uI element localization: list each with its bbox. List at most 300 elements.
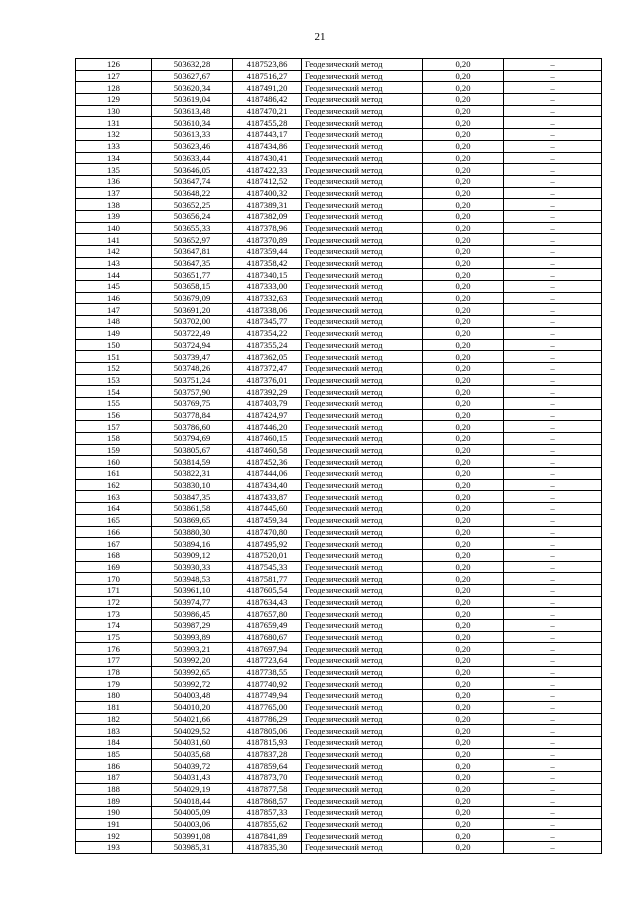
accuracy-cell: 0,20 — [423, 316, 504, 328]
accuracy-cell: 0,20 — [423, 257, 504, 269]
accuracy-cell: 0,20 — [423, 573, 504, 585]
note-cell: – — [504, 397, 602, 409]
y-coordinate-cell: 4187433,87 — [233, 491, 302, 503]
x-coordinate-cell: 504003,48 — [152, 690, 233, 702]
point-number-cell: 183 — [76, 725, 152, 737]
method-cell: Геодезический метод — [302, 187, 423, 199]
accuracy-cell: 0,20 — [423, 608, 504, 620]
x-coordinate-cell: 504039,72 — [152, 760, 233, 772]
table-row — [76, 479, 602, 491]
point-number-cell: 173 — [76, 608, 152, 620]
note-cell: – — [504, 222, 602, 234]
method-cell: Геодезический метод — [302, 409, 423, 421]
y-coordinate-cell: 4187723,64 — [233, 655, 302, 667]
accuracy-cell: 0,20 — [423, 514, 504, 526]
accuracy-cell: 0,20 — [423, 199, 504, 211]
note-cell: – — [504, 304, 602, 316]
y-coordinate-cell: 4187355,24 — [233, 339, 302, 351]
y-coordinate-cell: 4187430,41 — [233, 152, 302, 164]
accuracy-cell: 0,20 — [423, 503, 504, 515]
method-cell: Геодезический метод — [302, 795, 423, 807]
note-cell: – — [504, 491, 602, 503]
y-coordinate-cell: 4187516,27 — [233, 70, 302, 82]
point-number-cell: 146 — [76, 292, 152, 304]
accuracy-cell: 0,20 — [423, 94, 504, 106]
table-row — [76, 690, 602, 702]
accuracy-cell: 0,20 — [423, 690, 504, 702]
x-coordinate-cell: 503948,53 — [152, 573, 233, 585]
point-number-cell: 150 — [76, 339, 152, 351]
note-cell: – — [504, 596, 602, 608]
accuracy-cell: 0,20 — [423, 655, 504, 667]
table-row — [76, 409, 602, 421]
accuracy-cell: 0,20 — [423, 713, 504, 725]
y-coordinate-cell: 4187444,06 — [233, 468, 302, 480]
point-number-cell: 148 — [76, 316, 152, 328]
y-coordinate-cell: 4187740,92 — [233, 678, 302, 690]
note-cell: – — [504, 620, 602, 632]
point-number-cell: 190 — [76, 807, 152, 819]
method-cell: Геодезический метод — [302, 538, 423, 550]
method-cell: Геодезический метод — [302, 818, 423, 830]
x-coordinate-cell: 503847,35 — [152, 491, 233, 503]
point-number-cell: 160 — [76, 456, 152, 468]
table-row — [76, 327, 602, 339]
table-row — [76, 59, 602, 71]
x-coordinate-cell: 503648,22 — [152, 187, 233, 199]
y-coordinate-cell: 4187873,70 — [233, 771, 302, 783]
method-cell: Геодезический метод — [302, 140, 423, 152]
note-cell: – — [504, 818, 602, 830]
y-coordinate-cell: 4187389,31 — [233, 199, 302, 211]
point-number-cell: 141 — [76, 234, 152, 246]
x-coordinate-cell: 503985,31 — [152, 842, 233, 854]
table-row — [76, 666, 602, 678]
table-row — [76, 468, 602, 480]
accuracy-cell: 0,20 — [423, 771, 504, 783]
method-cell: Геодезический метод — [302, 748, 423, 760]
point-number-cell: 180 — [76, 690, 152, 702]
note-cell: – — [504, 152, 602, 164]
note-cell: – — [504, 631, 602, 643]
table-row — [76, 246, 602, 258]
method-cell: Геодезический метод — [302, 573, 423, 585]
point-number-cell: 132 — [76, 129, 152, 141]
x-coordinate-cell: 503655,33 — [152, 222, 233, 234]
method-cell: Геодезический метод — [302, 129, 423, 141]
x-coordinate-cell: 503702,00 — [152, 316, 233, 328]
point-number-cell: 161 — [76, 468, 152, 480]
point-number-cell: 165 — [76, 514, 152, 526]
accuracy-cell: 0,20 — [423, 374, 504, 386]
table-row — [76, 199, 602, 211]
x-coordinate-cell: 503880,30 — [152, 526, 233, 538]
table-row — [76, 269, 602, 281]
note-cell: – — [504, 257, 602, 269]
point-number-cell: 129 — [76, 94, 152, 106]
coordinates-table — [75, 58, 602, 854]
x-coordinate-cell: 503861,58 — [152, 503, 233, 515]
point-number-cell: 178 — [76, 666, 152, 678]
note-cell: – — [504, 771, 602, 783]
x-coordinate-cell: 504010,20 — [152, 701, 233, 713]
accuracy-cell: 0,20 — [423, 468, 504, 480]
note-cell: – — [504, 643, 602, 655]
method-cell: Геодезический метод — [302, 690, 423, 702]
method-cell: Геодезический метод — [302, 281, 423, 293]
x-coordinate-cell: 503658,15 — [152, 281, 233, 293]
point-number-cell: 128 — [76, 82, 152, 94]
x-coordinate-cell: 503769,75 — [152, 397, 233, 409]
x-coordinate-cell: 503679,09 — [152, 292, 233, 304]
note-cell: – — [504, 479, 602, 491]
note-cell: – — [504, 409, 602, 421]
y-coordinate-cell: 4187877,58 — [233, 783, 302, 795]
x-coordinate-cell: 503987,29 — [152, 620, 233, 632]
table-row — [76, 316, 602, 328]
x-coordinate-cell: 503613,33 — [152, 129, 233, 141]
note-cell: – — [504, 456, 602, 468]
x-coordinate-cell: 503805,67 — [152, 444, 233, 456]
x-coordinate-cell: 503619,04 — [152, 94, 233, 106]
point-number-cell: 138 — [76, 199, 152, 211]
note-cell: – — [504, 327, 602, 339]
method-cell: Геодезический метод — [302, 736, 423, 748]
method-cell: Геодезический метод — [302, 842, 423, 854]
point-number-cell: 177 — [76, 655, 152, 667]
point-number-cell: 182 — [76, 713, 152, 725]
accuracy-cell: 0,20 — [423, 152, 504, 164]
table-row — [76, 526, 602, 538]
note-cell: – — [504, 725, 602, 737]
point-number-cell: 179 — [76, 678, 152, 690]
y-coordinate-cell: 4187382,09 — [233, 210, 302, 222]
y-coordinate-cell: 4187815,93 — [233, 736, 302, 748]
x-coordinate-cell: 504003,06 — [152, 818, 233, 830]
table-row — [76, 210, 602, 222]
point-number-cell: 189 — [76, 795, 152, 807]
note-cell: – — [504, 199, 602, 211]
table-row — [76, 830, 602, 842]
method-cell: Геодезический метод — [302, 362, 423, 374]
method-cell: Геодезический метод — [302, 257, 423, 269]
x-coordinate-cell: 503830,10 — [152, 479, 233, 491]
x-coordinate-cell: 504031,43 — [152, 771, 233, 783]
accuracy-cell: 0,20 — [423, 433, 504, 445]
note-cell: – — [504, 246, 602, 258]
point-number-cell: 140 — [76, 222, 152, 234]
point-number-cell: 188 — [76, 783, 152, 795]
x-coordinate-cell: 503652,25 — [152, 199, 233, 211]
y-coordinate-cell: 4187455,28 — [233, 117, 302, 129]
x-coordinate-cell: 503627,67 — [152, 70, 233, 82]
accuracy-cell: 0,20 — [423, 175, 504, 187]
point-number-cell: 176 — [76, 643, 152, 655]
x-coordinate-cell: 503993,21 — [152, 643, 233, 655]
table-row — [76, 187, 602, 199]
method-cell: Геодезический метод — [302, 222, 423, 234]
note-cell: – — [504, 842, 602, 854]
table-row — [76, 596, 602, 608]
table-row — [76, 678, 602, 690]
y-coordinate-cell: 4187332,63 — [233, 292, 302, 304]
table-row — [76, 164, 602, 176]
point-number-cell: 174 — [76, 620, 152, 632]
note-cell: – — [504, 526, 602, 538]
note-cell: – — [504, 807, 602, 819]
y-coordinate-cell: 4187372,47 — [233, 362, 302, 374]
note-cell: – — [504, 830, 602, 842]
note-cell: – — [504, 468, 602, 480]
x-coordinate-cell: 503632,28 — [152, 59, 233, 71]
x-coordinate-cell: 503822,31 — [152, 468, 233, 480]
y-coordinate-cell: 4187868,57 — [233, 795, 302, 807]
table-row — [76, 561, 602, 573]
x-coordinate-cell: 504005,09 — [152, 807, 233, 819]
y-coordinate-cell: 4187459,34 — [233, 514, 302, 526]
method-cell: Геодезический метод — [302, 246, 423, 258]
x-coordinate-cell: 503610,34 — [152, 117, 233, 129]
method-cell: Геодезический метод — [302, 351, 423, 363]
table-row — [76, 281, 602, 293]
y-coordinate-cell: 4187765,00 — [233, 701, 302, 713]
y-coordinate-cell: 4187634,43 — [233, 596, 302, 608]
point-number-cell: 156 — [76, 409, 152, 421]
method-cell: Геодезический метод — [302, 631, 423, 643]
note-cell: – — [504, 117, 602, 129]
note-cell: – — [504, 164, 602, 176]
accuracy-cell: 0,20 — [423, 70, 504, 82]
point-number-cell: 159 — [76, 444, 152, 456]
table-row — [76, 783, 602, 795]
table-row — [76, 386, 602, 398]
table-row — [76, 304, 602, 316]
table-row — [76, 257, 602, 269]
y-coordinate-cell: 4187470,21 — [233, 105, 302, 117]
x-coordinate-cell: 503620,34 — [152, 82, 233, 94]
table-row — [76, 117, 602, 129]
y-coordinate-cell: 4187452,36 — [233, 456, 302, 468]
accuracy-cell: 0,20 — [423, 538, 504, 550]
y-coordinate-cell: 4187581,77 — [233, 573, 302, 585]
accuracy-cell: 0,20 — [423, 596, 504, 608]
method-cell: Геодезический метод — [302, 444, 423, 456]
point-number-cell: 152 — [76, 362, 152, 374]
method-cell: Геодезический метод — [302, 94, 423, 106]
table-row — [76, 82, 602, 94]
table-row — [76, 584, 602, 596]
y-coordinate-cell: 4187697,94 — [233, 643, 302, 655]
y-coordinate-cell: 4187434,40 — [233, 479, 302, 491]
y-coordinate-cell: 4187470,80 — [233, 526, 302, 538]
accuracy-cell: 0,20 — [423, 409, 504, 421]
note-cell: – — [504, 795, 602, 807]
page-number: 21 — [314, 31, 326, 43]
x-coordinate-cell: 503786,60 — [152, 421, 233, 433]
accuracy-cell: 0,20 — [423, 620, 504, 632]
y-coordinate-cell: 4187486,42 — [233, 94, 302, 106]
table-row — [76, 129, 602, 141]
x-coordinate-cell: 503869,65 — [152, 514, 233, 526]
point-number-cell: 131 — [76, 117, 152, 129]
accuracy-cell: 0,20 — [423, 269, 504, 281]
note-cell: – — [504, 503, 602, 515]
method-cell: Геодезический метод — [302, 175, 423, 187]
point-number-cell: 192 — [76, 830, 152, 842]
point-number-cell: 143 — [76, 257, 152, 269]
x-coordinate-cell: 503623,46 — [152, 140, 233, 152]
table-row — [76, 643, 602, 655]
point-number-cell: 158 — [76, 433, 152, 445]
x-coordinate-cell: 503691,20 — [152, 304, 233, 316]
table-row — [76, 351, 602, 363]
method-cell: Геодезический метод — [302, 421, 423, 433]
accuracy-cell: 0,20 — [423, 807, 504, 819]
point-number-cell: 168 — [76, 549, 152, 561]
y-coordinate-cell: 4187835,30 — [233, 842, 302, 854]
method-cell: Геодезический метод — [302, 234, 423, 246]
method-cell: Геодезический метод — [302, 514, 423, 526]
note-cell: – — [504, 351, 602, 363]
note-cell: – — [504, 561, 602, 573]
accuracy-cell: 0,20 — [423, 397, 504, 409]
point-number-cell: 130 — [76, 105, 152, 117]
point-number-cell: 169 — [76, 561, 152, 573]
point-number-cell: 162 — [76, 479, 152, 491]
accuracy-cell: 0,20 — [423, 725, 504, 737]
note-cell: – — [504, 690, 602, 702]
note-cell: – — [504, 655, 602, 667]
point-number-cell: 126 — [76, 59, 152, 71]
y-coordinate-cell: 4187362,05 — [233, 351, 302, 363]
method-cell: Геодезический метод — [302, 433, 423, 445]
accuracy-cell: 0,20 — [423, 631, 504, 643]
x-coordinate-cell: 503751,24 — [152, 374, 233, 386]
y-coordinate-cell: 4187495,92 — [233, 538, 302, 550]
y-coordinate-cell: 4187378,96 — [233, 222, 302, 234]
accuracy-cell: 0,20 — [423, 421, 504, 433]
y-coordinate-cell: 4187446,20 — [233, 421, 302, 433]
method-cell: Геодезический метод — [302, 549, 423, 561]
x-coordinate-cell: 504029,52 — [152, 725, 233, 737]
table-row — [76, 503, 602, 515]
table-row — [76, 140, 602, 152]
accuracy-cell: 0,20 — [423, 129, 504, 141]
method-cell: Геодезический метод — [302, 117, 423, 129]
accuracy-cell: 0,20 — [423, 234, 504, 246]
table-row — [76, 736, 602, 748]
table-row — [76, 456, 602, 468]
note-cell: – — [504, 433, 602, 445]
method-cell: Геодезический метод — [302, 643, 423, 655]
note-cell: – — [504, 82, 602, 94]
y-coordinate-cell: 4187400,32 — [233, 187, 302, 199]
y-coordinate-cell: 4187659,49 — [233, 620, 302, 632]
y-coordinate-cell: 4187370,89 — [233, 234, 302, 246]
method-cell: Геодезический метод — [302, 760, 423, 772]
accuracy-cell: 0,20 — [423, 362, 504, 374]
x-coordinate-cell: 503757,90 — [152, 386, 233, 398]
table-row — [76, 292, 602, 304]
note-cell: – — [504, 129, 602, 141]
x-coordinate-cell: 503647,74 — [152, 175, 233, 187]
y-coordinate-cell: 4187605,54 — [233, 584, 302, 596]
method-cell: Геодезический метод — [302, 397, 423, 409]
x-coordinate-cell: 503739,47 — [152, 351, 233, 363]
note-cell: – — [504, 105, 602, 117]
note-cell: – — [504, 292, 602, 304]
accuracy-cell: 0,20 — [423, 292, 504, 304]
note-cell: – — [504, 549, 602, 561]
y-coordinate-cell: 4187422,33 — [233, 164, 302, 176]
point-number-cell: 185 — [76, 748, 152, 760]
note-cell: – — [504, 281, 602, 293]
table-row — [76, 842, 602, 854]
table-row — [76, 175, 602, 187]
y-coordinate-cell: 4187376,01 — [233, 374, 302, 386]
x-coordinate-cell: 503991,08 — [152, 830, 233, 842]
table-row — [76, 760, 602, 772]
method-cell: Геодезический метод — [302, 608, 423, 620]
table-row — [76, 795, 602, 807]
x-coordinate-cell: 503651,77 — [152, 269, 233, 281]
note-cell: – — [504, 362, 602, 374]
accuracy-cell: 0,20 — [423, 444, 504, 456]
point-number-cell: 135 — [76, 164, 152, 176]
y-coordinate-cell: 4187657,80 — [233, 608, 302, 620]
point-number-cell: 184 — [76, 736, 152, 748]
point-number-cell: 133 — [76, 140, 152, 152]
table-row — [76, 748, 602, 760]
x-coordinate-cell: 503992,20 — [152, 655, 233, 667]
point-number-cell: 191 — [76, 818, 152, 830]
note-cell: – — [504, 736, 602, 748]
method-cell: Геодезический метод — [302, 374, 423, 386]
point-number-cell: 127 — [76, 70, 152, 82]
method-cell: Геодезический метод — [302, 105, 423, 117]
method-cell: Геодезический метод — [302, 456, 423, 468]
accuracy-cell: 0,20 — [423, 666, 504, 678]
point-number-cell: 164 — [76, 503, 152, 515]
method-cell: Геодезический метод — [302, 386, 423, 398]
note-cell: – — [504, 94, 602, 106]
table-row — [76, 397, 602, 409]
point-number-cell: 170 — [76, 573, 152, 585]
x-coordinate-cell: 503647,81 — [152, 246, 233, 258]
accuracy-cell: 0,20 — [423, 140, 504, 152]
note-cell: – — [504, 374, 602, 386]
accuracy-cell: 0,20 — [423, 783, 504, 795]
accuracy-cell: 0,20 — [423, 105, 504, 117]
table-row — [76, 620, 602, 632]
table-row — [76, 362, 602, 374]
y-coordinate-cell: 4187837,28 — [233, 748, 302, 760]
note-cell: – — [504, 538, 602, 550]
y-coordinate-cell: 4187333,00 — [233, 281, 302, 293]
point-number-cell: 193 — [76, 842, 152, 854]
point-number-cell: 171 — [76, 584, 152, 596]
note-cell: – — [504, 59, 602, 71]
table-row — [76, 433, 602, 445]
point-number-cell: 144 — [76, 269, 152, 281]
accuracy-cell: 0,20 — [423, 491, 504, 503]
table-row — [76, 818, 602, 830]
accuracy-cell: 0,20 — [423, 561, 504, 573]
note-cell: – — [504, 713, 602, 725]
x-coordinate-cell: 504029,19 — [152, 783, 233, 795]
table-row — [76, 538, 602, 550]
x-coordinate-cell: 504035,68 — [152, 748, 233, 760]
